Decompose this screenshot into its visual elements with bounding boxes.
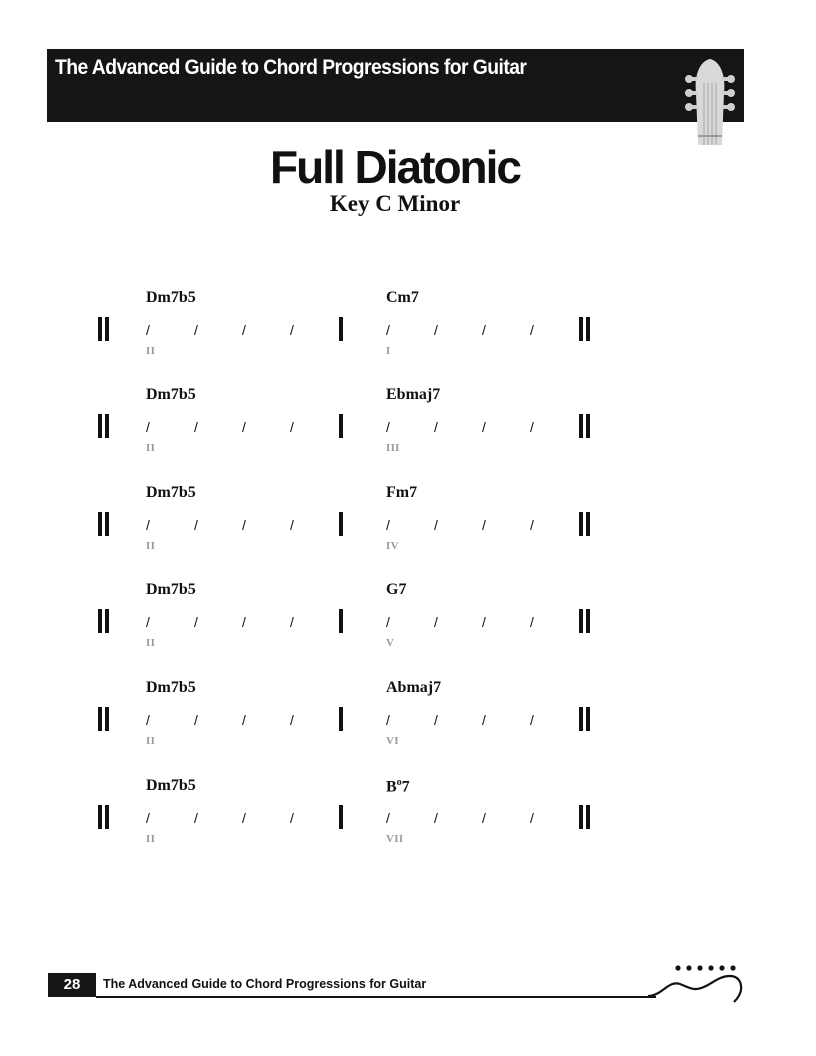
chord-name: G7: [386, 581, 407, 598]
beat-slash: /: [146, 810, 150, 826]
double-barline: [98, 512, 110, 536]
roman-numeral: III: [386, 442, 400, 454]
beat-slash: /: [482, 712, 486, 728]
beat-slash: /: [242, 712, 246, 728]
progression-row: [0, 484, 816, 564]
beat-slash: /: [530, 419, 534, 435]
beat-slash: /: [146, 322, 150, 338]
footer-title: The Advanced Guide to Chord Progressions for Guitar: [103, 977, 427, 991]
single-barline: [339, 805, 343, 829]
beat-slash: /: [434, 419, 438, 435]
beat-slash: /: [290, 712, 294, 728]
beat-slash: /: [242, 810, 246, 826]
chord-name: Abmaj7: [386, 679, 442, 696]
beat-slash: /: [194, 517, 198, 533]
progression-row: [0, 679, 816, 759]
chord-name: Dm7b5: [146, 289, 196, 306]
beat-slash: /: [290, 419, 294, 435]
diminished-symbol: o: [396, 777, 402, 788]
beat-slash: /: [194, 614, 198, 630]
double-barline: [98, 414, 110, 438]
beat-slash: /: [194, 322, 198, 338]
roman-numeral: II: [146, 637, 156, 649]
beat-slash: /: [434, 322, 438, 338]
roman-numeral: II: [146, 442, 156, 454]
double-barline: [579, 707, 591, 731]
chord-name: Dm7b5: [146, 484, 196, 501]
roman-numeral: VI: [386, 735, 399, 747]
beat-slash: /: [242, 614, 246, 630]
double-barline: [579, 414, 591, 438]
double-barline: [98, 805, 110, 829]
header-bar: [47, 49, 744, 122]
roman-numeral: II: [146, 540, 156, 552]
single-barline: [339, 317, 343, 341]
roman-numeral: VII: [386, 833, 404, 845]
roman-numeral: II: [146, 345, 156, 357]
beat-slash: /: [242, 517, 246, 533]
beat-slash: /: [482, 614, 486, 630]
beat-slash: /: [530, 810, 534, 826]
roman-numeral: II: [146, 833, 156, 845]
beat-slash: /: [290, 322, 294, 338]
single-barline: [339, 707, 343, 731]
beat-slash: /: [386, 419, 390, 435]
chord-name: Dm7b5: [146, 386, 196, 403]
chord-name: Dm7b5: [146, 679, 196, 696]
chord-name: Fm7: [386, 484, 418, 501]
beat-slash: /: [146, 614, 150, 630]
beat-slash: /: [386, 810, 390, 826]
beat-slash: /: [146, 712, 150, 728]
beat-slash: /: [290, 517, 294, 533]
chord-name: Dm7b5: [146, 581, 196, 598]
chord-name: Ebmaj7: [386, 386, 441, 403]
page-subtitle: Key C Minor: [329, 191, 461, 216]
beat-slash: /: [530, 322, 534, 338]
beat-slash: /: [290, 810, 294, 826]
beat-slash: /: [386, 322, 390, 338]
beat-slash: /: [434, 614, 438, 630]
chord-root: B: [386, 778, 397, 796]
progression-row: [0, 386, 816, 466]
double-barline: [579, 317, 591, 341]
beat-slash: /: [482, 322, 486, 338]
beat-slash: /: [146, 419, 150, 435]
guitar-headstock-icon: [680, 53, 740, 145]
double-barline: [98, 609, 110, 633]
progression-row: [0, 289, 816, 369]
beat-slash: /: [386, 614, 390, 630]
beat-slash: /: [242, 419, 246, 435]
single-barline: [339, 609, 343, 633]
single-barline: [339, 512, 343, 536]
roman-numeral: V: [386, 637, 395, 649]
beat-slash: /: [482, 419, 486, 435]
chord-name: [386, 777, 410, 796]
chord-name: Dm7b5: [146, 777, 196, 794]
double-barline: [579, 805, 591, 829]
beat-slash: /: [194, 810, 198, 826]
beat-slash: /: [530, 712, 534, 728]
single-barline: [339, 414, 343, 438]
beat-slash: /: [482, 517, 486, 533]
header-title: The Advanced Guide to Chord Progressions for Guitar: [55, 56, 527, 79]
roman-numeral: II: [146, 735, 156, 747]
progression-row: [0, 581, 816, 661]
beat-slash: /: [386, 712, 390, 728]
roman-numeral: IV: [386, 540, 399, 552]
page-number: 28: [48, 973, 96, 997]
chord-suffix: 7: [401, 778, 410, 796]
guitar-fretboard-flourish-icon: [648, 962, 744, 1004]
footer-rule: [96, 996, 656, 998]
page-title: Full Diatonic: [270, 141, 520, 193]
roman-numeral: I: [386, 345, 391, 357]
chord-name: Cm7: [386, 289, 419, 306]
beat-slash: /: [146, 517, 150, 533]
double-barline: [98, 317, 110, 341]
beat-slash: /: [482, 810, 486, 826]
beat-slash: /: [290, 614, 294, 630]
beat-slash: /: [242, 322, 246, 338]
beat-slash: /: [386, 517, 390, 533]
double-barline: [579, 609, 591, 633]
beat-slash: /: [434, 810, 438, 826]
beat-slash: /: [434, 517, 438, 533]
beat-slash: /: [434, 712, 438, 728]
double-barline: [579, 512, 591, 536]
beat-slash: /: [530, 517, 534, 533]
beat-slash: /: [194, 419, 198, 435]
beat-slash: /: [194, 712, 198, 728]
beat-slash: /: [530, 614, 534, 630]
progression-row: [0, 777, 816, 857]
double-barline: [98, 707, 110, 731]
